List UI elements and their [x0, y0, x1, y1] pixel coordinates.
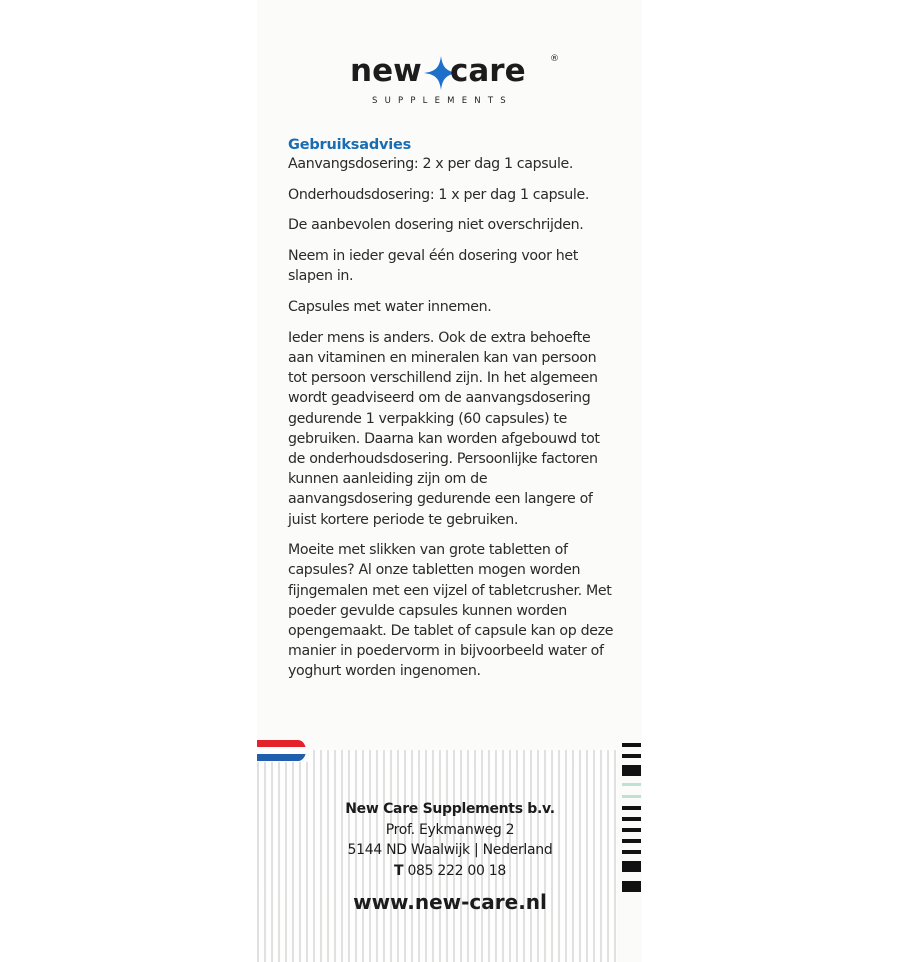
website-link[interactable]: www.new-care.nl	[353, 890, 547, 914]
usage-paragraph: Moeite met slikken van grote tabletten of capsules? Al onze tabletten mogen worden fijngemalen met een vijzel of tabletcrusher. Met poeder gevulde capsules kunnen worden opengemaakt. De tablet of capsule kan op deze manier in poedervorm in bijvoorbeeld water of yoghurt worden ingenomen.	[288, 542, 614, 680]
brand-tagline: SUPPLEMENTS	[372, 96, 513, 106]
usage-paragraph: De aanbevolen dosering niet overschrijden.	[288, 217, 584, 234]
phone-line	[300, 861, 600, 882]
barcode-marks-icon	[622, 743, 642, 898]
usage-paragraph: Ieder mens is anders. Ook de extra behoefte aan vitaminen en mineralen kan van persoon tot persoon verschillend zijn. In het algemeen wordt geadviseerd om de aanvangsdosering gedurende 1 verpakking (60 capsules) te gebruiken. Daarna kan worden afgebouwd tot de onderhoudsdosering. Persoonlijke factoren kunnen aanleiding zijn om de aanvangsdosering gedurende een langere of juist kortere periode te gebruiken.	[288, 329, 600, 528]
registered-mark: ®	[550, 54, 559, 64]
brand-name-left: new	[350, 53, 422, 89]
usage-heading: Gebruiksadvies	[288, 137, 412, 153]
city-country: 5144 ND Waalwijk | Nederland	[347, 842, 553, 858]
phone-prefix: T	[394, 862, 404, 879]
netherlands-flag-icon	[257, 740, 306, 761]
phone-number: 085 222 00 18	[407, 862, 506, 879]
street-address: Prof. Eykmanweg 2	[385, 821, 515, 838]
usage-paragraph: Capsules met water innemen.	[288, 299, 492, 316]
company-name: New Care Supplements b.v.	[345, 801, 555, 817]
usage-paragraph: Onderhoudsdosering: 1 x per dag 1 capsule.	[288, 186, 590, 203]
usage-paragraph: Neem in ieder geval één dosering voor het slapen in.	[288, 248, 578, 285]
brand-logo	[350, 54, 570, 114]
usage-section	[288, 136, 628, 692]
company-address	[300, 799, 600, 881]
brand-name-right: care	[450, 53, 526, 89]
usage-paragraph: Aanvangsdosering: 2 x per dag 1 capsule.	[288, 156, 574, 172]
